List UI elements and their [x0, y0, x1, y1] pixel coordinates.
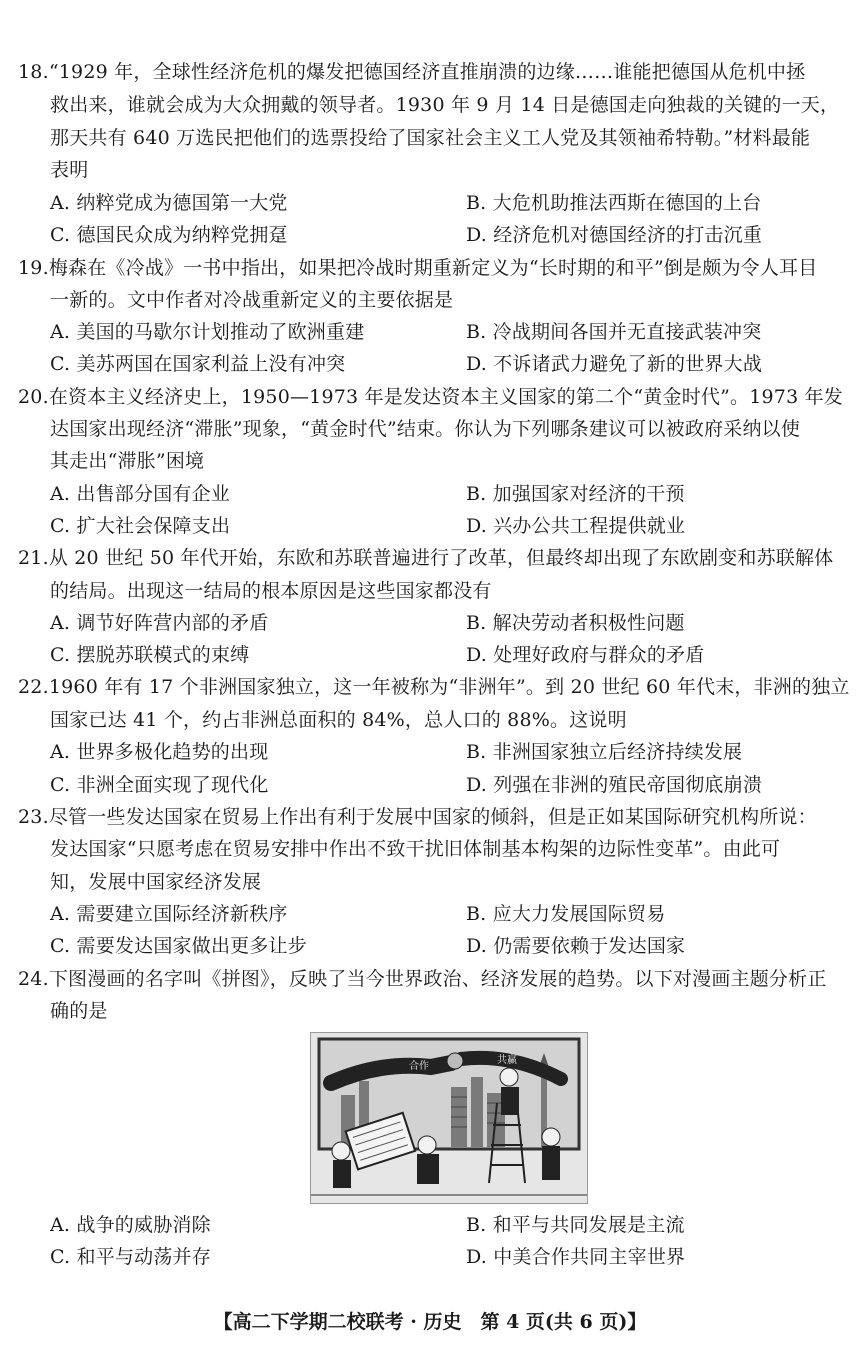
cartoon-label-win-win: 共赢 [497, 1055, 517, 1066]
question-24-stem-line-1: 24.下图漫画的名字叫《拼图》，反映了当今世界政治、经济发展的趋势。以下对漫画主题分析正 [18, 968, 827, 990]
question-20-stem-line-3: 其走出“滞胀”困境 [50, 450, 205, 472]
question-20-stem-line-1: 20.在资本主义经济史上，1950—1973 年是发达资本主义国家的第二个“黄金时代”。1973 年发 [18, 386, 843, 408]
question-20-option-a: A. 出售部分国有企业 [50, 483, 231, 505]
question-19-option-d: D. 不诉诸武力避免了新的世界大战 [466, 353, 763, 375]
question-21-option-b: B. 解决劳动者积极性问题 [466, 612, 685, 634]
question-19-option-b: B. 冷战期间各国并无直接武装冲突 [466, 321, 762, 343]
question-20-option-c: C. 扩大社会保障支出 [50, 515, 231, 537]
question-19-option-a: A. 美国的马歇尔计划推动了欧洲重建 [50, 321, 365, 343]
question-18-option-d: D. 经济危机对德国经济的打击沉重 [466, 224, 763, 246]
question-21-option-a: A. 调节好阵营内部的矛盾 [50, 612, 269, 634]
question-21-stem-line-1: 21.从 20 世纪 50 年代开始，东欧和苏联普遍进行了改革，但最终却出现了东欧剧变和苏联解体 [18, 547, 834, 569]
question-18-stem-line-3: 那天共有 640 万选民把他们的选票投给了国家社会主义工人党及其领袖希特勒。”材料最能 [50, 127, 811, 149]
question-24-stem-line-2: 确的是 [50, 1000, 108, 1022]
question-20-option-b: B. 加强国家对经济的干预 [466, 483, 685, 505]
question-23-stem-line-3: 知，发展中国家经济发展 [50, 871, 262, 893]
question-24-option-a: A. 战争的威胁消除 [50, 1214, 211, 1236]
question-21-stem-line-2: 的结局。出现这一结局的根本原因是这些国家都没有 [50, 580, 492, 602]
question-22-option-d: D. 列强在非洲的殖民帝国彻底崩溃 [466, 774, 763, 796]
question-20-stem-line-2: 达国家出现经济“滞胀”现象，“黄金时代”结束。你认为下列哪条建议可以被政府采纳以使 [50, 418, 801, 440]
question-19-stem-line-1: 19.梅森在《冷战》一书中指出，如果把冷战时期重新定义为“长时期的和平”倒是颇为令人耳目 [18, 257, 818, 279]
question-22-stem-line-2: 国家已达 41 个，约占非洲总面积的 84%，总人口的 88%。这说明 [50, 709, 627, 731]
question-20-option-d: D. 兴办公共工程提供就业 [466, 515, 686, 537]
question-22-option-c: C. 非洲全面实现了现代化 [50, 774, 269, 796]
question-22-option-a: A. 世界多极化趋势的出现 [50, 741, 269, 763]
question-22-option-b: B. 非洲国家独立后经济持续发展 [466, 741, 743, 763]
question-24-option-b: B. 和平与共同发展是主流 [466, 1214, 685, 1236]
question-19-option-c: C. 美苏两国在国家利益上没有冲突 [50, 353, 346, 375]
question-22-stem-line-1: 22.1960 年有 17 个非洲国家独立，这一年被称为“非洲年”。到 20 世纪 60 年代末，非洲的独立 [18, 676, 850, 698]
question-24-option-c: C. 和平与动荡并存 [50, 1246, 211, 1268]
question-21-option-c: C. 摆脱苏联模式的束缚 [50, 644, 250, 666]
question-18-stem-line-1: 18.“1929 年，全球性经济危机的爆发把德国经济直推崩溃的边缘……谁能把德国从危机中拯 [18, 61, 806, 83]
question-23-option-d: D. 仍需要依赖于发达国家 [466, 935, 686, 957]
question-21-option-d: D. 处理好政府与群众的矛盾 [466, 644, 705, 666]
question-18-option-c: C. 德国民众成为纳粹党拥趸 [50, 224, 288, 246]
question-18-stem-line-2: 救出来，谁就会成为大众拥戴的领导者。1930 年 9 月 14 日是德国走向独裁的关键的一天， [50, 94, 840, 116]
question-23-option-b: B. 应大力发展国际贸易 [466, 903, 666, 925]
page-footer: 【高二下学期二校联考 · 历史 第 4 页(共 6 页)】 [213, 1311, 647, 1333]
question-19-stem-line-2: 一新的。文中作者对冷战重新定义的主要依据是 [50, 289, 454, 311]
question-23-stem-line-2: 发达国家“只愿考虑在贸易安排中作出不致干扰旧体制基本构架的边际性变革”。由此可 [50, 838, 781, 860]
question-18-option-b: B. 大危机助推法西斯在德国的上台 [466, 192, 762, 214]
question-24-option-d: D. 中美合作共同主宰世界 [466, 1246, 686, 1268]
cartoon-illustration [311, 1033, 587, 1203]
cartoon-label-cooperation: 合作 [409, 1061, 429, 1072]
question-18-stem-line-4: 表明 [50, 159, 89, 181]
question-23-stem-line-1: 23.尽管一些发达国家在贸易上作出有利于发展中国家的倾斜，但是正如某国际研究机构所说： [18, 806, 817, 828]
jigsaw-cartoon-image [310, 1032, 588, 1204]
question-18-option-a: A. 纳粹党成为德国第一大党 [50, 192, 288, 214]
question-23-option-c: C. 需要发达国家做出更多让步 [50, 935, 307, 957]
question-23-option-a: A. 需要建立国际经济新秩序 [50, 903, 288, 925]
